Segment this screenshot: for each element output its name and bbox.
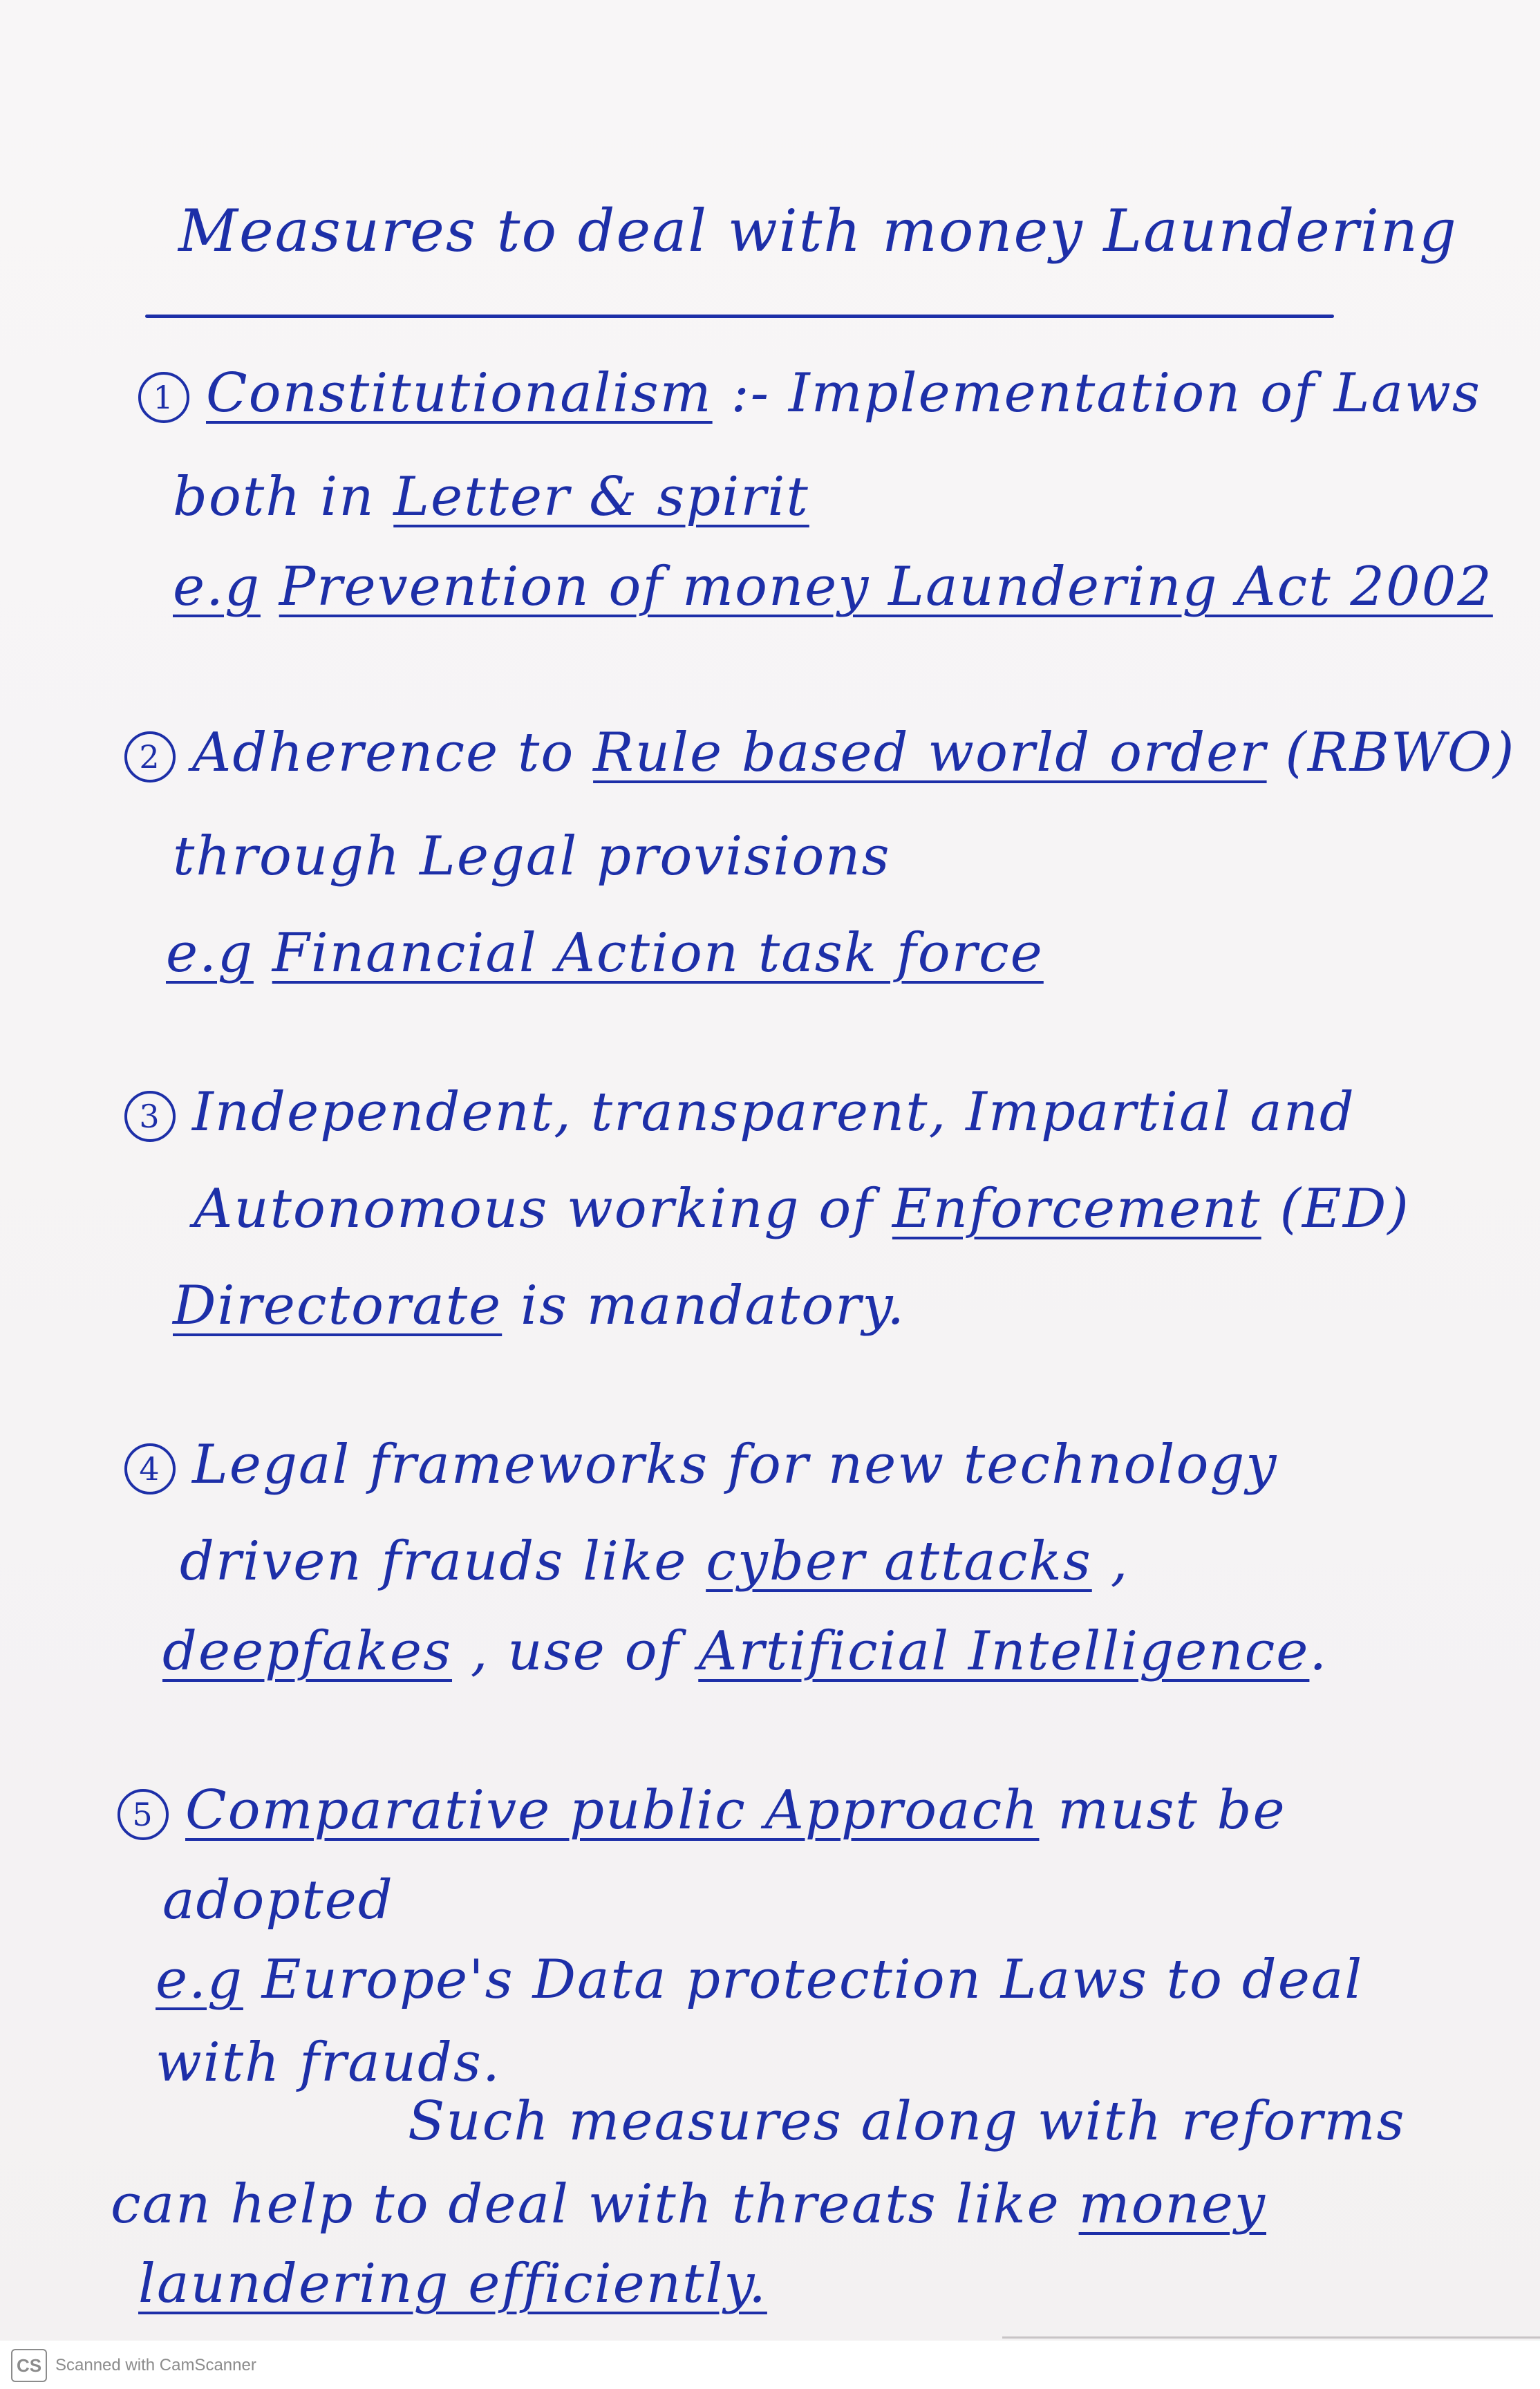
page-title: Measures to deal with money Laundering <box>178 197 1458 265</box>
point-4-line-2 <box>180 1530 1129 1593</box>
point-5-line-3-part-1: e.g <box>156 1949 243 2011</box>
point-1-line-3-part-3: Prevention of money Laundering Act 2002 <box>279 556 1493 618</box>
point-1-line-2-part-2: Letter & spirit <box>393 466 809 528</box>
point-1-line-1-part-2: :- Implementation of Laws <box>712 362 1481 424</box>
point-4-line-3-part-1: deepfakes <box>162 1620 453 1683</box>
point-4-line-3-part-4: . <box>1309 1620 1328 1683</box>
point-2-line-1-part-3: (RBWO) <box>1266 722 1516 784</box>
point-3-line-3-part-2: is mandatory. <box>502 1275 906 1337</box>
point-1-line-3-part-2 <box>261 556 279 618</box>
point-2-line-3-part-2 <box>254 922 272 984</box>
point-number-3: 3 <box>124 1091 176 1142</box>
point-2-line-2-part-1: through Legal provisions <box>173 825 891 888</box>
point-number-5: 5 <box>118 1789 169 1840</box>
point-4-line-3-part-2: , use of <box>452 1620 699 1683</box>
point-3-line-2-part-3: (ED) <box>1261 1178 1410 1240</box>
conclusion-line-2 <box>111 2173 1266 2236</box>
point-3-line-2-part-2: Enforcement <box>892 1178 1261 1240</box>
point-3-line-2 <box>194 1178 1410 1240</box>
point-1-line-1 <box>138 362 1481 424</box>
conclusion-line-2-part-2: money <box>1078 2173 1266 2236</box>
point-1-line-3 <box>173 556 1493 618</box>
point-3-line-3-part-1: Directorate <box>173 1275 503 1337</box>
point-4-line-2-part-3: , <box>1091 1530 1129 1593</box>
point-3-line-3 <box>173 1275 906 1337</box>
conclusion-line-3-part-1: laundering efficiently. <box>138 2253 767 2315</box>
conclusion-line-1-part-1: Such measures along with reforms <box>408 2090 1406 2153</box>
title-underline <box>145 315 1334 318</box>
point-number-1: 1 <box>138 372 189 423</box>
point-1-line-1-part-1: Constitutionalism <box>206 362 713 424</box>
point-1-line-2-part-1: both in <box>173 466 394 528</box>
conclusion-line-1 <box>408 2090 1406 2153</box>
point-4-line-3-part-3: Artificial Intelligence <box>698 1620 1310 1683</box>
point-5-line-3 <box>156 1949 1364 2011</box>
point-3-line-2-part-1: Autonomous working of <box>194 1178 892 1240</box>
point-2-line-1-part-2: Rule based world order <box>593 722 1267 784</box>
point-4-line-1 <box>124 1434 1278 1496</box>
point-5-line-1-part-2: must be <box>1039 1779 1286 1842</box>
point-2-line-1-part-1: Adherence to <box>192 722 594 784</box>
point-1-line-3-part-1: e.g <box>173 556 261 618</box>
point-4-line-2-part-1: driven frauds like <box>180 1530 706 1593</box>
conclusion-line-2-part-1: can help to deal with threats like <box>111 2173 1079 2236</box>
point-1-line-2 <box>173 466 809 528</box>
point-number-2: 2 <box>124 731 176 783</box>
point-2-line-3-part-1: e.g <box>166 922 254 984</box>
point-5-line-1-part-1: Comparative public Approach <box>185 1779 1040 1842</box>
point-3-line-1 <box>124 1081 1355 1143</box>
point-4-line-1-part-1: Legal frameworks for new technology <box>192 1434 1278 1496</box>
point-2-line-2 <box>173 825 891 888</box>
point-5-line-4-part-1: with frauds. <box>156 2032 501 2094</box>
point-2-line-1 <box>124 722 1516 784</box>
point-2-line-3-part-3: Financial Action task force <box>272 922 1044 984</box>
conclusion-line-3 <box>138 2253 767 2315</box>
point-3-line-1-part-1: Independent, transparent, Impartial and <box>192 1081 1355 1143</box>
point-5-line-4 <box>156 2032 501 2094</box>
point-5-line-2 <box>162 1869 394 1931</box>
scan-edge-line <box>1002 2336 1540 2339</box>
point-4-line-2-part-2: cyber attacks <box>706 1530 1092 1593</box>
point-2-line-3 <box>166 922 1044 984</box>
camscanner-logo-icon: CS <box>11 2349 47 2382</box>
point-5-line-1 <box>118 1779 1286 1842</box>
point-number-4: 4 <box>124 1443 176 1495</box>
camscanner-watermark <box>11 2349 256 2382</box>
point-4-line-3 <box>162 1620 1328 1683</box>
point-5-line-2-part-1: adopted <box>162 1869 394 1931</box>
point-5-line-3-part-2: Europe's Data protection Laws to deal <box>243 1949 1364 2011</box>
camscanner-watermark-text: Scanned with CamScanner <box>55 2356 256 2374</box>
